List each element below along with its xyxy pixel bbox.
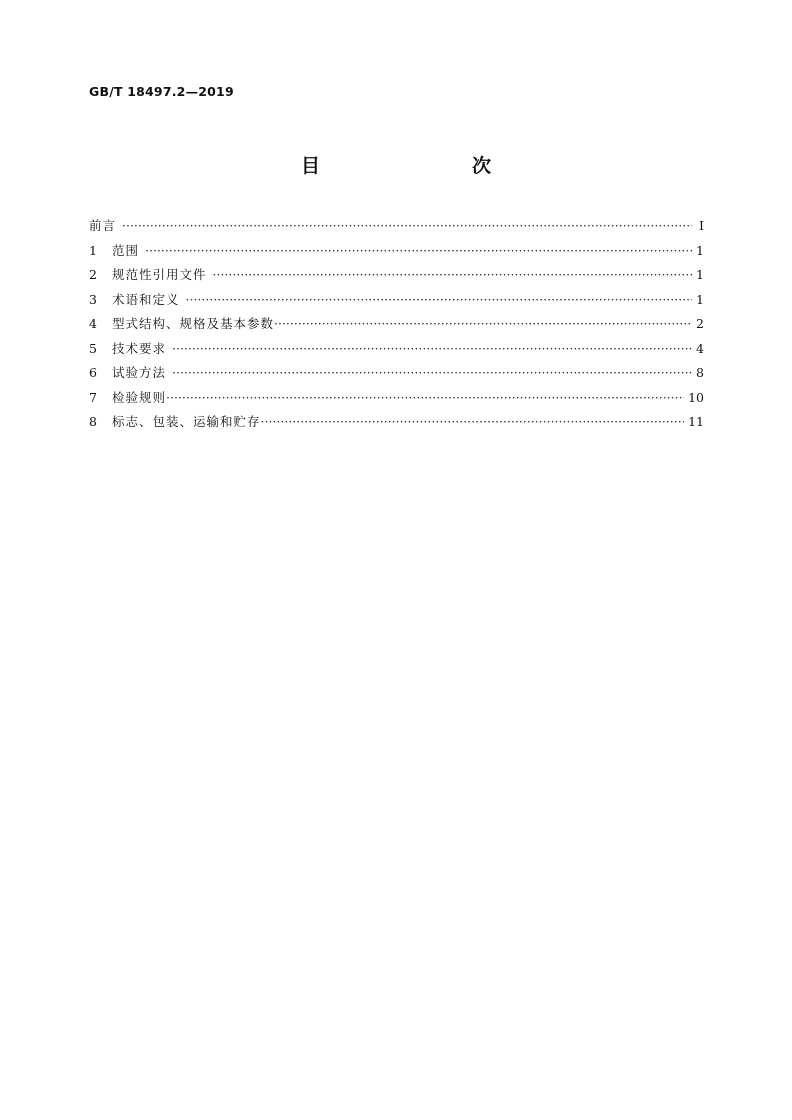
toc-entry-page: 10	[688, 389, 704, 405]
toc-dot-leader	[166, 390, 684, 405]
toc-entry-1[interactable]	[89, 241, 704, 266]
toc-entry-label: 术语和定义	[112, 291, 180, 307]
toc-entry-6[interactable]	[89, 363, 704, 388]
table-of-contents	[89, 216, 704, 437]
toc-dot-leader	[186, 292, 692, 307]
toc-entry-number: 5	[89, 340, 97, 356]
toc-entry-page: Ⅰ	[699, 218, 704, 233]
toc-entry-7[interactable]	[89, 388, 704, 413]
toc-entry-number: 6	[89, 365, 97, 380]
toc-entry-2[interactable]	[89, 265, 704, 290]
toc-entry-page: 1	[696, 267, 704, 282]
toc-entry-4[interactable]	[89, 314, 704, 339]
toc-entry-label: 规范性引用文件	[112, 267, 207, 282]
toc-dot-leader	[172, 365, 692, 380]
standard-code: GB/T 18497.2—2019	[89, 84, 234, 99]
toc-dot-leader	[261, 414, 685, 429]
toc-entry-page: 11	[688, 414, 704, 429]
toc-entry-label: 前言	[89, 218, 117, 233]
toc-dot-leader	[145, 243, 692, 258]
toc-entry-label: 范围	[112, 242, 140, 258]
toc-entry-page: 1	[696, 291, 704, 307]
toc-entry-number: 1	[89, 242, 97, 258]
toc-dot-leader	[274, 316, 692, 331]
page-title: 目 次	[300, 155, 529, 177]
toc-entry-5[interactable]	[89, 339, 704, 364]
toc-entry-number: 3	[89, 291, 97, 307]
toc-entry-number: 4	[89, 316, 97, 331]
toc-entry-page: 8	[696, 365, 704, 380]
toc-entry-8[interactable]	[89, 412, 704, 437]
toc-entry-number: 7	[89, 389, 97, 405]
toc-entry-label: 标志、包装、运输和贮存	[112, 414, 261, 429]
toc-entry-label: 技术要求	[112, 340, 167, 356]
toc-entry-number: 2	[89, 267, 97, 282]
toc-entry-number: 8	[89, 414, 97, 429]
toc-dot-leader	[213, 267, 692, 282]
toc-entry-page: 4	[696, 340, 704, 356]
toc-entry-label: 型式结构、规格及基本参数	[112, 316, 275, 331]
toc-dot-leader	[172, 341, 692, 356]
toc-entry-foreword[interactable]	[89, 216, 704, 241]
toc-entry-3[interactable]	[89, 290, 704, 315]
toc-entry-label: 检验规则	[112, 389, 167, 405]
toc-entry-page: 1	[696, 242, 704, 258]
toc-entry-page: 2	[696, 316, 704, 331]
toc-entry-label: 试验方法	[112, 365, 167, 380]
toc-dot-leader	[122, 218, 692, 233]
